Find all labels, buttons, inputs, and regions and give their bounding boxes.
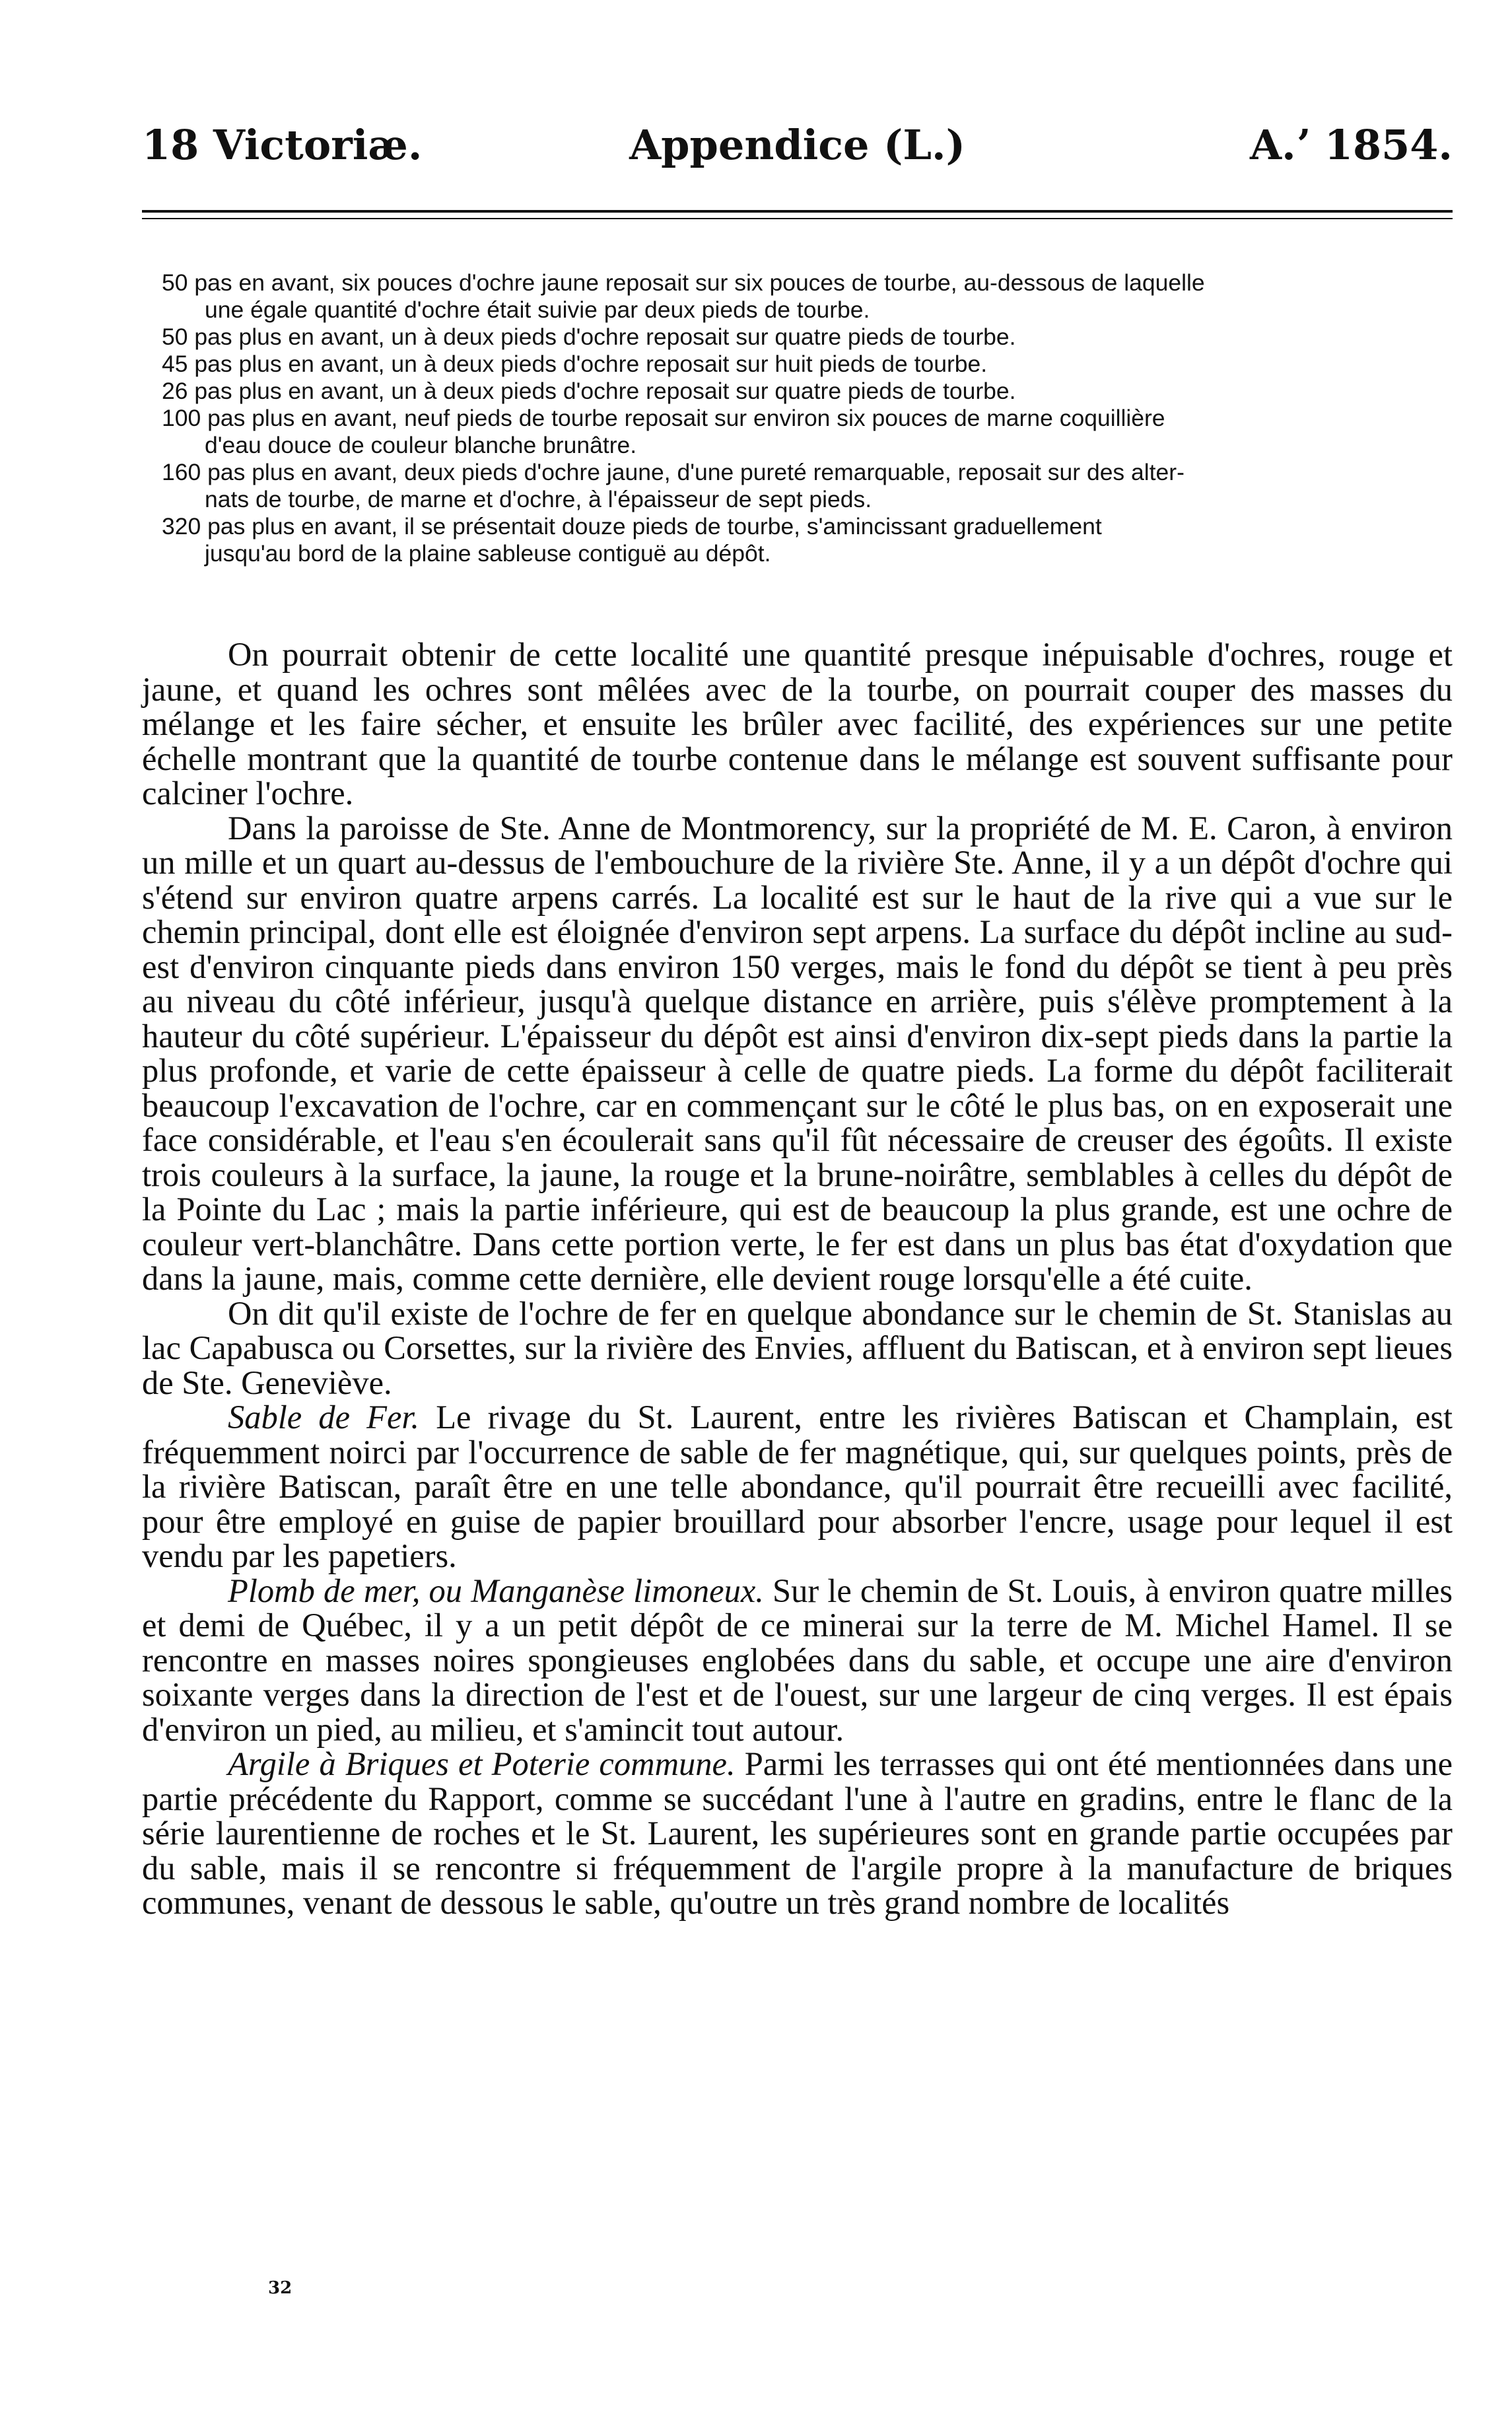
running-header bbox=[142, 119, 1453, 172]
heading-plomb-de-mer: Plomb de mer, ou Manganèse limoneux. bbox=[228, 1572, 764, 1609]
paragraph-ochre-quantity: On pourrait obtenir de cette localité une quantité presque inépuisable d'ochres, rouge et jaune, et quand les ochres sont mêlées avec de la tourbe, on pourrait couper des masses du mélange et les faire sécher, et ensuite les brûler avec facilité, des expériences sur une petite échelle montrant que la quantité de tourbe contenue dans le mélange est souvent suffisante pour calciner l'ochre. bbox=[142, 636, 1453, 812]
paragraph-st-stanislas: On dit qu'il existe de l'ochre de fer en quelque abondance sur le chemin de St. Stanislas au lac Capabusca ou Corsettes, sur la rivière des Envies, affluent du Batiscan, et à environ sept lieues de Ste. Geneviève. bbox=[142, 1294, 1453, 1401]
paragraph-plomb-de-mer bbox=[142, 1574, 1453, 1747]
note-line: une égale quantité d'ochre était suivie par deux pieds de tourbe. bbox=[205, 296, 870, 323]
note-line: 160 pas plus en avant, deux pieds d'ochre jaune, d'une pureté remarquable, reposait sur des alter- bbox=[162, 459, 1185, 485]
note-line: 100 pas plus en avant, neuf pieds de tourbe reposait sur environ six pouces de marne coquillière bbox=[162, 405, 1165, 431]
text-argile: Parmi les terrasses qui ont été mentionnées dans une partie précédente du Rapport, comme se succédant l'une à l'autre en gradins, entre le flanc de la série laurentienne de roches et le St. Laurent, les supérieures sont en grande partie occupées par du sable, mais il se rencontre si fréquemment de l'argile propre à la manufacture de briques communes, venant de dessous le sable, qu'outre un très grand nombre de localités bbox=[142, 1745, 1453, 1921]
header-appendix: Appendice (L.) bbox=[629, 121, 965, 169]
note-line: jusqu'au bord de la plaine sableuse contiguë au dépôt. bbox=[205, 540, 771, 567]
note-line: d'eau douce de couleur blanche brunâtre. bbox=[205, 432, 637, 458]
heading-argile: Argile à Briques et Poterie commune. bbox=[228, 1745, 736, 1782]
note-line: 45 pas plus en avant, un à deux pieds d'ochre reposait sur huit pieds de tourbe. bbox=[162, 351, 988, 377]
text-plomb-de-mer: Sur le chemin de St. Louis, à environ quatre milles et demi de Québec, il y a un petit dépôt de ce minerai sur la terre de M. Michel Hamel. Il se rencontre en masses noires spongieuses englobées dans du sable, et occupe une aire d'environ soixante verges dans la direction de l'est et de l'ouest, sur une largeur de cinq verges. Il est épais d'environ un pied, au milieu, et s'amincit tout autour. bbox=[142, 1572, 1453, 1748]
body-text bbox=[142, 637, 1453, 1920]
note-line: 50 pas plus en avant, un à deux pieds d'ochre reposait sur quatre pieds de tourbe. bbox=[162, 324, 1016, 350]
header-year: A.ʼ 1854. bbox=[1249, 121, 1453, 169]
header-rule-thin bbox=[142, 218, 1453, 219]
note-line: nats de tourbe, de marne et d'ochre, à l'épaisseur de sept pieds. bbox=[205, 486, 872, 512]
note-line: 320 pas plus en avant, il se présentait douze pieds de tourbe, s'amincissant graduellement bbox=[162, 513, 1102, 539]
measurement-notes bbox=[162, 269, 1453, 567]
paragraph-sable-de-fer bbox=[142, 1400, 1453, 1574]
paragraph-ste-anne: Dans la paroisse de Ste. Anne de Montmorency, sur la propriété de M. E. Caron, à environ un mille et un quart au-dessus de l'embouchure de la rivière Ste. Anne, il y a un dépôt d'ochre qui s'étend sur environ quatre arpens carrés. La localité est sur le haut de la rive qui a vue sur le chemin principal, dont elle est éloignée d'environ sept arpens. La surface du dépôt incline au sud-est d'environ cinquante pieds dans environ 150 verges, mais le fond du dépôt se tient à peu près au niveau du côté inférieur, jusqu'à quelque distance en arrière, puis s'élève promptement à la hauteur du côté supérieur. L'épaisseur du dépôt est ainsi d'environ dix-sept pieds dans la partie la plus profonde, et varie de cette épaisseur à celle de quatre pieds. La forme du dépôt faciliterait beaucoup l'excavation de l'ochre, car en commençant sur le côté le plus bas, on en exposerait une face considérable, et l'eau s'en écoulerait sans qu'il fût nécessaire de creuser des égoûts. Il existe trois couleurs à la surface, la jaune, la rouge et la brune-noirâtre, semblables à celles du dépôt de la Pointe du Lac ; mais la partie inférieure, qui est de beaucoup la plus grande, est une ochre de couleur vert-blanchâtre. Dans cette portion verte, le fer est dans un plus bas état d'oxydation que dans la jaune, mais, comme cette dernière, elle devient rouge lorsqu'elle a été cuite. bbox=[142, 809, 1453, 1297]
note-line: 26 pas plus en avant, un à deux pieds d'ochre reposait sur quatre pieds de tourbe. bbox=[162, 378, 1016, 404]
page-number: 32 bbox=[268, 2278, 292, 2298]
header-session: 18 Victoriæ. bbox=[142, 121, 423, 169]
heading-sable-de-fer: Sable de Fer. bbox=[228, 1399, 420, 1436]
paragraph-argile bbox=[142, 1747, 1453, 1920]
text-sable-de-fer: Le rivage du St. Laurent, entre les rivières Batiscan et Champlain, est fréquemment noirci par l'occurrence de sable de fer magnétique, qui, sur quelques points, près de la rivière Batiscan, paraît être en une telle abondance, qu'il pourrait être recueilli avec facilité, pour être employé en guise de papier brouillard pour absorber l'encre, usage pour lequel il est vendu par les papetiers. bbox=[142, 1399, 1453, 1574]
header-rule-thick bbox=[142, 210, 1453, 213]
note-line: 50 pas en avant, six pouces d'ochre jaune reposait sur six pouces de tourbe, au-dessous de laquelle bbox=[162, 269, 1205, 296]
